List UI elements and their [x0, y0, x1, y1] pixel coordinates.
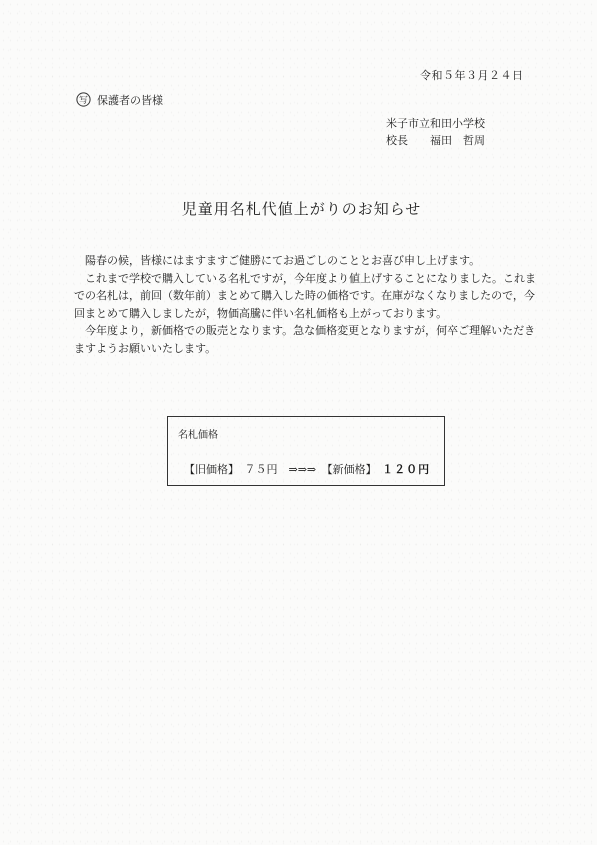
price-box: [167, 416, 445, 486]
price-comparison: [184, 461, 430, 477]
sender-principal: 校長 福田 哲周: [386, 134, 485, 147]
issue-date: 令和５年３月２４日: [420, 69, 524, 82]
paragraph-greeting: 陽春の候，皆様にはますますご健勝にてお過ごしのこととお喜び申し上げます。: [85, 254, 481, 267]
arrows: ⇒⇒⇒: [288, 463, 317, 476]
body-text: [74, 252, 544, 357]
seal-text: 写: [78, 96, 89, 106]
paragraph-request: 今年度より，新価格での販売となります。急な価格変更となりますが，何卒ご理解いただきますようお願いいたします。: [74, 324, 536, 355]
old-price-label: 【旧価格】: [184, 463, 234, 476]
paragraph-price-change: これまで学校で購入している名札ですが，今年度より値上げすることになりました。これまでの名札は，前回（数年前）まとめて購入した時の価格です。在庫がなくなりましたので，今回まとめて購入しましたが，物価高騰に伴い名札価格も上がっております。: [74, 271, 536, 320]
addressee: 保護者の皆様: [97, 94, 163, 107]
old-price: ７５円: [244, 463, 278, 476]
document-title: 児童用名札代値上がりのお知らせ: [181, 200, 422, 218]
seal-stamp-icon: [76, 92, 91, 107]
new-price-label: 【新価格】: [327, 463, 372, 476]
price-box-label: 名札価格: [178, 430, 218, 441]
new-price: １２０円: [382, 463, 431, 476]
sender-school: 米子市立和田小学校: [386, 117, 485, 130]
